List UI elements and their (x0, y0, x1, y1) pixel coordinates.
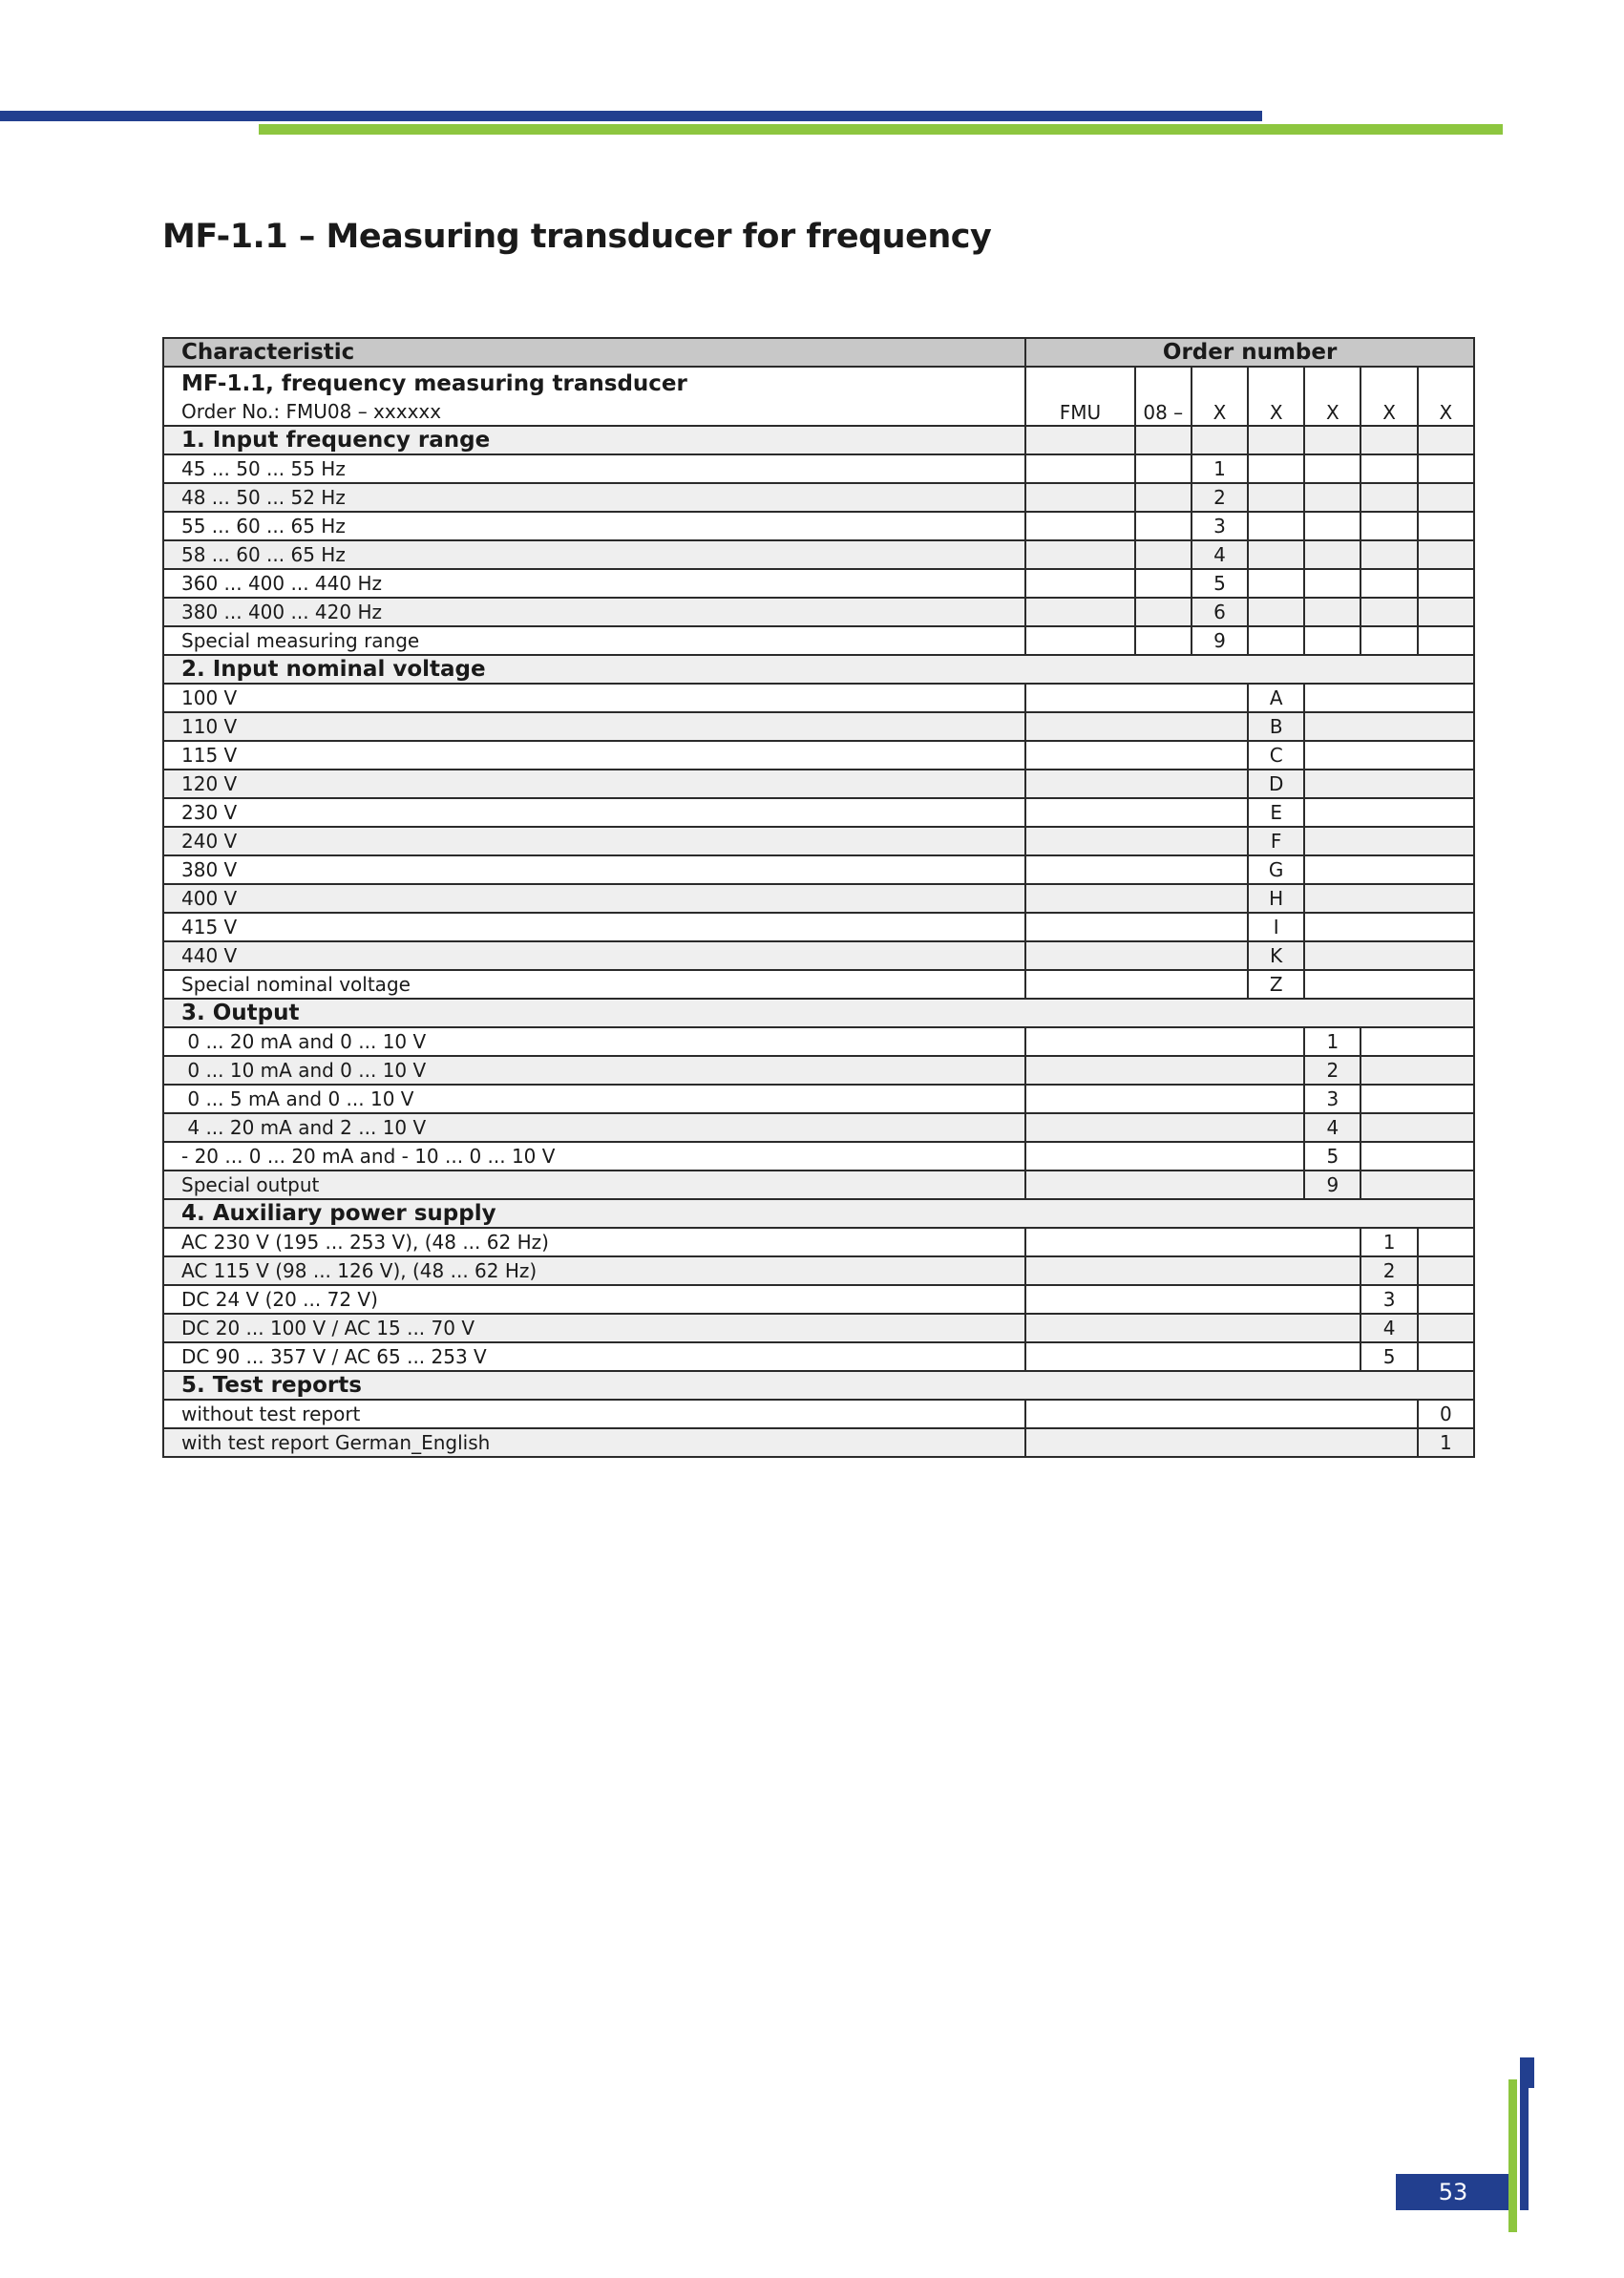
option-code: A (1248, 684, 1304, 712)
option-label: 45 ... 50 ... 55 Hz (163, 454, 1025, 483)
page-number: 53 (1396, 2174, 1510, 2210)
option-code: 9 (1192, 626, 1248, 655)
empty-code-span (1025, 970, 1248, 999)
product-row (163, 367, 1474, 426)
empty-code-span (1360, 1142, 1474, 1171)
option-row (163, 598, 1474, 626)
option-code: 9 (1304, 1171, 1360, 1199)
empty-code-span (1025, 741, 1248, 770)
empty-code-cell (1304, 512, 1360, 540)
header-order-number: Order number (1025, 338, 1474, 367)
option-row (163, 1228, 1474, 1256)
order-code-part: X (1418, 367, 1474, 426)
option-code: 1 (1304, 1027, 1360, 1056)
empty-code-span (1025, 1027, 1304, 1056)
option-label: 115 V (163, 741, 1025, 770)
empty-code-cell (1025, 626, 1134, 655)
empty-code-cell (1360, 483, 1417, 512)
empty-code-cell (1418, 626, 1474, 655)
empty-code-cell (1418, 483, 1474, 512)
option-label: Special output (163, 1171, 1025, 1199)
option-row (163, 626, 1474, 655)
empty-code-cell (1025, 569, 1134, 598)
option-code: 3 (1304, 1085, 1360, 1113)
header-green-stripe (259, 124, 1503, 135)
empty-code-cell (1304, 598, 1360, 626)
empty-code-span (1360, 1171, 1474, 1199)
empty-code-cell (1418, 540, 1474, 569)
option-code: 2 (1304, 1056, 1360, 1085)
empty-code-span (1025, 1228, 1360, 1256)
empty-code-cell (1025, 454, 1134, 483)
empty-code-span (1025, 941, 1248, 970)
empty-code-cell (1025, 598, 1134, 626)
option-code: K (1248, 941, 1304, 970)
option-label: 360 ... 400 ... 440 Hz (163, 569, 1025, 598)
option-row (163, 1085, 1474, 1113)
option-code: 2 (1360, 1256, 1417, 1285)
option-label: DC 20 ... 100 V / AC 15 ... 70 V (163, 1314, 1025, 1342)
option-code: 3 (1192, 512, 1248, 540)
option-code: 0 (1418, 1400, 1474, 1428)
option-label: 0 ... 5 mA and 0 ... 10 V (163, 1085, 1025, 1113)
empty-code-cell (1135, 598, 1192, 626)
option-code: H (1248, 884, 1304, 913)
option-row (163, 1113, 1474, 1142)
empty-code-span (1025, 1113, 1304, 1142)
option-row (163, 1027, 1474, 1056)
option-row (163, 1428, 1474, 1457)
section-header-row (163, 999, 1474, 1027)
option-code: I (1248, 913, 1304, 941)
empty-code-span (1025, 1285, 1360, 1314)
option-label: 110 V (163, 712, 1025, 741)
empty-code-cell (1135, 569, 1192, 598)
empty-code-span (1025, 827, 1248, 855)
empty-code-cell (1135, 426, 1192, 454)
section-title: 2. Input nominal voltage (163, 655, 1474, 684)
empty-code-span (1304, 884, 1474, 913)
empty-code-cell (1360, 598, 1417, 626)
empty-code-span (1304, 970, 1474, 999)
option-label: DC 24 V (20 ... 72 V) (163, 1285, 1025, 1314)
empty-code-cell (1304, 569, 1360, 598)
empty-code-span (1418, 1256, 1474, 1285)
option-row (163, 1314, 1474, 1342)
empty-code-cell (1304, 426, 1360, 454)
option-row (163, 770, 1474, 798)
empty-code-span (1025, 1056, 1304, 1085)
option-code: C (1248, 741, 1304, 770)
option-label: with test report German_English (163, 1428, 1025, 1457)
empty-code-span (1418, 1285, 1474, 1314)
option-label: 48 ... 50 ... 52 Hz (163, 483, 1025, 512)
empty-code-span (1025, 1142, 1304, 1171)
option-label: 240 V (163, 827, 1025, 855)
option-row (163, 1171, 1474, 1199)
empty-code-cell (1248, 483, 1304, 512)
option-row (163, 798, 1474, 827)
empty-code-cell (1418, 512, 1474, 540)
order-code-part: X (1248, 367, 1304, 426)
header-characteristic: Characteristic (163, 338, 1025, 367)
empty-code-span (1418, 1314, 1474, 1342)
empty-code-cell (1304, 454, 1360, 483)
option-code: 6 (1192, 598, 1248, 626)
option-code: E (1248, 798, 1304, 827)
empty-code-span (1304, 770, 1474, 798)
empty-code-span (1304, 712, 1474, 741)
option-row (163, 1285, 1474, 1314)
footer-green-bar (1508, 2079, 1517, 2232)
empty-code-cell (1248, 569, 1304, 598)
option-code: B (1248, 712, 1304, 741)
empty-code-span (1025, 1256, 1360, 1285)
option-label: 55 ... 60 ... 65 Hz (163, 512, 1025, 540)
option-row (163, 941, 1474, 970)
empty-code-cell (1360, 454, 1417, 483)
order-code-part: X (1360, 367, 1417, 426)
empty-code-span (1025, 913, 1248, 941)
empty-code-cell (1360, 569, 1417, 598)
option-label: 400 V (163, 884, 1025, 913)
option-label: 380 V (163, 855, 1025, 884)
option-code: 3 (1360, 1285, 1417, 1314)
empty-code-span (1360, 1113, 1474, 1142)
empty-code-cell (1025, 512, 1134, 540)
empty-code-cell (1135, 454, 1192, 483)
option-row (163, 1342, 1474, 1371)
empty-code-cell (1025, 540, 1134, 569)
option-label: 230 V (163, 798, 1025, 827)
empty-code-span (1025, 1342, 1360, 1371)
empty-code-cell (1248, 426, 1304, 454)
option-code: 2 (1192, 483, 1248, 512)
empty-code-cell (1418, 598, 1474, 626)
empty-code-span (1304, 684, 1474, 712)
option-code: 4 (1304, 1113, 1360, 1142)
product-order-no: Order No.: FMU08 – xxxxxx (181, 400, 442, 423)
option-label: Special measuring range (163, 626, 1025, 655)
empty-code-cell (1135, 483, 1192, 512)
product-cell (163, 367, 1025, 426)
product-name: MF-1.1, frequency measuring transducer (181, 371, 687, 396)
option-code: 4 (1192, 540, 1248, 569)
option-row (163, 1056, 1474, 1085)
option-code: 5 (1360, 1342, 1417, 1371)
empty-code-cell (1360, 626, 1417, 655)
option-row (163, 712, 1474, 741)
empty-code-span (1360, 1027, 1474, 1056)
empty-code-cell (1304, 626, 1360, 655)
option-label: 440 V (163, 941, 1025, 970)
option-code: 4 (1360, 1314, 1417, 1342)
option-row (163, 540, 1474, 569)
empty-code-span (1418, 1228, 1474, 1256)
option-label: 58 ... 60 ... 65 Hz (163, 540, 1025, 569)
empty-code-cell (1135, 626, 1192, 655)
option-code: F (1248, 827, 1304, 855)
option-row (163, 913, 1474, 941)
option-code: 1 (1192, 454, 1248, 483)
option-row (163, 741, 1474, 770)
empty-code-span (1304, 741, 1474, 770)
empty-code-span (1304, 855, 1474, 884)
section-header-row (163, 426, 1474, 454)
option-label: AC 115 V (98 ... 126 V), (48 ... 62 Hz) (163, 1256, 1025, 1285)
empty-code-span (1025, 712, 1248, 741)
empty-code-cell (1248, 598, 1304, 626)
option-label: without test report (163, 1400, 1025, 1428)
option-label: AC 230 V (195 ... 253 V), (48 ... 62 Hz) (163, 1228, 1025, 1256)
empty-code-cell (1304, 483, 1360, 512)
empty-code-span (1025, 1171, 1304, 1199)
option-row (163, 483, 1474, 512)
option-code: D (1248, 770, 1304, 798)
option-label: Special nominal voltage (163, 970, 1025, 999)
option-label: 120 V (163, 770, 1025, 798)
empty-code-span (1304, 827, 1474, 855)
empty-code-cell (1418, 426, 1474, 454)
option-row (163, 454, 1474, 483)
section-title: 5. Test reports (163, 1371, 1474, 1400)
option-row (163, 827, 1474, 855)
empty-code-cell (1248, 512, 1304, 540)
option-code: G (1248, 855, 1304, 884)
order-code-part: FMU (1025, 367, 1134, 426)
option-row (163, 569, 1474, 598)
option-label: 0 ... 10 mA and 0 ... 10 V (163, 1056, 1025, 1085)
option-row (163, 1142, 1474, 1171)
option-label: 380 ... 400 ... 420 Hz (163, 598, 1025, 626)
option-code: Z (1248, 970, 1304, 999)
empty-code-span (1304, 941, 1474, 970)
empty-code-span (1418, 1342, 1474, 1371)
empty-code-cell (1135, 540, 1192, 569)
empty-code-cell (1135, 512, 1192, 540)
empty-code-span (1025, 1400, 1417, 1428)
empty-code-cell (1248, 626, 1304, 655)
option-row (163, 855, 1474, 884)
section-title: 1. Input frequency range (163, 426, 1025, 454)
option-row (163, 970, 1474, 999)
section-header-row (163, 1199, 1474, 1228)
empty-code-span (1025, 884, 1248, 913)
header-blue-stripe (0, 111, 1262, 121)
empty-code-cell (1025, 426, 1134, 454)
option-label: 4 ... 20 mA and 2 ... 10 V (163, 1113, 1025, 1142)
section-title: 3. Output (163, 999, 1474, 1027)
empty-code-span (1360, 1056, 1474, 1085)
empty-code-cell (1418, 569, 1474, 598)
section-header-row (163, 1371, 1474, 1400)
empty-code-span (1025, 684, 1248, 712)
order-code-part: X (1192, 367, 1248, 426)
option-code: 5 (1192, 569, 1248, 598)
option-row (163, 512, 1474, 540)
section-header-row (163, 655, 1474, 684)
empty-code-span (1025, 770, 1248, 798)
page-title: MF-1.1 – Measuring transducer for frequency (162, 218, 992, 256)
empty-code-cell (1304, 540, 1360, 569)
order-code-table (162, 337, 1475, 1458)
empty-code-cell (1248, 454, 1304, 483)
option-label: 0 ... 20 mA and 0 ... 10 V (163, 1027, 1025, 1056)
option-row (163, 684, 1474, 712)
empty-code-span (1025, 1085, 1304, 1113)
empty-code-cell (1248, 540, 1304, 569)
section-title: 4. Auxiliary power supply (163, 1199, 1474, 1228)
option-row (163, 1400, 1474, 1428)
empty-code-span (1025, 1428, 1417, 1457)
table-header-row (163, 338, 1474, 367)
empty-code-cell (1360, 512, 1417, 540)
option-label: 415 V (163, 913, 1025, 941)
empty-code-cell (1192, 426, 1248, 454)
empty-code-cell (1360, 540, 1417, 569)
option-label: DC 90 ... 357 V / AC 65 ... 253 V (163, 1342, 1025, 1371)
footer-blue-bar-cap (1522, 2057, 1534, 2088)
option-code: 1 (1418, 1428, 1474, 1457)
empty-code-span (1025, 798, 1248, 827)
order-code-part: 08 – (1135, 367, 1192, 426)
option-code: 1 (1360, 1228, 1417, 1256)
order-code-part: X (1304, 367, 1360, 426)
option-label: 100 V (163, 684, 1025, 712)
empty-code-span (1304, 798, 1474, 827)
empty-code-cell (1418, 454, 1474, 483)
empty-code-cell (1025, 483, 1134, 512)
empty-code-cell (1360, 426, 1417, 454)
empty-code-span (1025, 1314, 1360, 1342)
empty-code-span (1360, 1085, 1474, 1113)
option-row (163, 884, 1474, 913)
option-code: 5 (1304, 1142, 1360, 1171)
option-label: - 20 ... 0 ... 20 mA and - 10 ... 0 ... 10 V (163, 1142, 1025, 1171)
option-row (163, 1256, 1474, 1285)
empty-code-span (1304, 913, 1474, 941)
empty-code-span (1025, 855, 1248, 884)
